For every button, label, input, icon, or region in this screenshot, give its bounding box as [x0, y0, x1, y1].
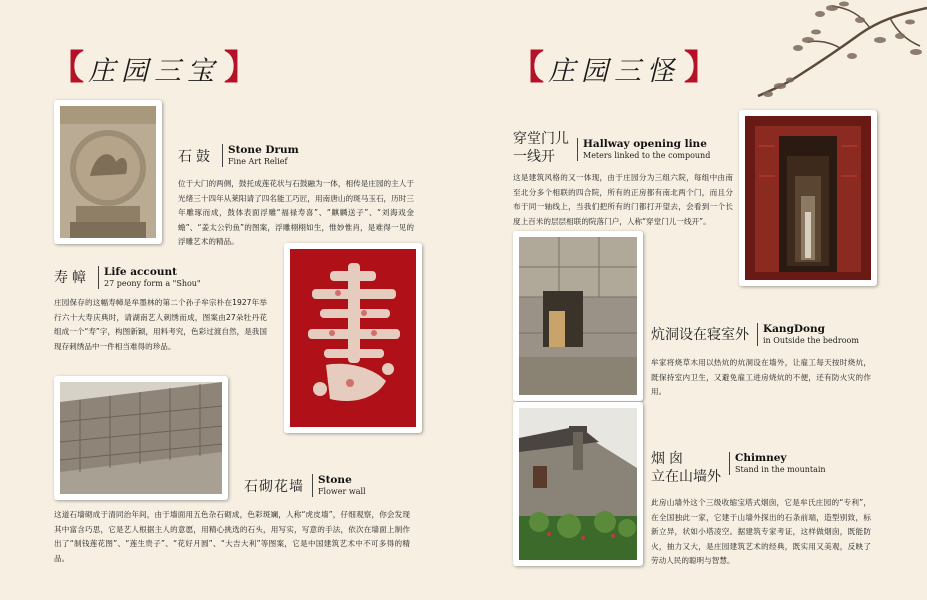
- hallway-label: [513, 130, 710, 166]
- life-account-label: [54, 266, 201, 289]
- stone-wall-en-sub: Flower wall: [318, 487, 366, 496]
- hallway-zh-line1: 穿堂门儿: [513, 131, 569, 147]
- hallway-image: [745, 116, 871, 280]
- stone-drum-image: [60, 106, 156, 238]
- stone-drum-label: [178, 144, 299, 167]
- kangdong-zh: 炕洞设在寝室外: [651, 327, 749, 343]
- hallway-text: 这是建筑风格的又一体现，由于庄园分为三组六院，每组中由南至北分多个相联的四合院，所有的正房都有南北两个门，而且分布于同一轴线上，当我们把所有的门都打开望去，会看到一个长度上百米的层层相联的院落门户，人称“穿堂门儿一线开”。: [513, 173, 733, 226]
- kangdong-en-block: [757, 323, 859, 346]
- stone-wall-image: [60, 382, 222, 494]
- stone-wall-en-block: [312, 474, 366, 497]
- right-title-text: 庄园三怪: [548, 55, 680, 87]
- kangdong-label: [651, 323, 859, 346]
- hallway-en: Hallway opening line: [583, 138, 707, 150]
- title-bracket-right: 】: [224, 48, 258, 88]
- shou-embroidery-photo: [284, 243, 422, 433]
- stone-drum-en: Stone Drum: [228, 144, 299, 156]
- stone-drum-zh: 石鼓: [178, 149, 214, 165]
- chimney-en-block: [729, 452, 826, 475]
- left-title-text: 庄园三宝: [88, 55, 220, 87]
- life-account-zh: 寿幛: [54, 270, 90, 286]
- stone-drum-text: 位于大门的两侧，鼓托成莲花状与石鼓融为一体，相传是庄园的主人于光绪三十四年从莱阳请了四名能工巧匠，用南唐山的斑马玉石，历时三年雕琢而成，鼓体表面浮雕“福禄寿喜”、“麒麟送子”、“刘海戏金蟾”、“姜太公钓鱼”的图案，浮雕栩栩如生，惟妙惟肖，是难得一见的浮雕艺术的精品。: [178, 179, 414, 246]
- kangdong-text: 牟家将烧草木用以热炕的炕洞设在墙外，让雇工每天按时烧炕，既保持室内卫生，又避免雇工进房烧炕的不便，还有防火灾的作用。: [651, 358, 871, 396]
- chimney-en: Chimney: [735, 452, 787, 464]
- title-bracket-left: 【: [50, 48, 84, 88]
- hallway-en-sub: Meters linked to the compound: [583, 151, 711, 160]
- stone-wall-en: Stone: [318, 474, 352, 486]
- chimney-photo: [513, 402, 643, 566]
- chimney-zh-line1: 烟囱: [651, 451, 687, 467]
- life-account-en-sub: 27 peony form a "Shou": [104, 279, 201, 288]
- life-account-text: 庄园保存的这幅寿幛是牟墨林的第二个孙子牟宗朴在1927年举行六十大寿庆典时，请湖南艺人刺绣而成，图案由27朵牡丹花组成一个“寿”字，构图新颖，用料考究，色彩过渡自然，是我国现存刺绣品中一件相当难得的珍品。: [54, 298, 267, 351]
- stone-wall-photo: [54, 376, 228, 500]
- life-account-en: Life account: [104, 266, 177, 278]
- life-account-en-block: [98, 266, 201, 289]
- chimney-zh: [651, 450, 721, 486]
- chimney-image: [519, 408, 637, 560]
- stone-wall-label: [244, 474, 366, 497]
- kangdong-en: KangDong: [763, 323, 825, 335]
- title-bracket-right: 】: [684, 48, 718, 88]
- stone-wall-text: 这道石墙砌成于清同治年间，由于墙面用五色杂石砌成，色彩斑斓，人称“虎皮墙”，仔细观察，你会发现其中富含巧思，它是艺人根据主人的意愿，用精心挑选的石头，用写实，写意的手法，依次在墙面上制作出了“制钱莲花图”、“莲生贵子”、“花好月圆”、“大吉大利”等图案，它是中国建筑艺术中不可多得的精品。: [54, 510, 410, 563]
- shou-character-image: [290, 249, 416, 427]
- kangdong-image: [519, 237, 637, 395]
- stone-drum-en-sub: Fine Art Relief: [228, 157, 288, 166]
- kangdong-en-sub: in Outside the bedroom: [763, 336, 859, 345]
- chimney-en-sub: Stand in the mountain: [735, 465, 826, 474]
- chimney-label: [651, 450, 826, 486]
- hallway-photo: [739, 110, 877, 286]
- stone-drum-en-block: [222, 144, 299, 167]
- kangdong-photo: [513, 231, 643, 401]
- title-bracket-left: 【: [510, 48, 544, 88]
- hallway-zh: [513, 130, 569, 166]
- plum-branch-decoration: [720, 0, 927, 100]
- hallway-en-block: [577, 138, 710, 161]
- right-section-title: [510, 48, 718, 88]
- stone-wall-zh: 石砌花墙: [244, 479, 304, 495]
- chimney-zh-line2: 立在山墙外: [651, 469, 721, 485]
- chimney-text: 此房山墙外这个三级收缩宝塔式烟囱，它是牟氏庄园的“专利”，在全国独此一家，它建于山墙外探出的石条前端，造型别致，标新立异，状如小塔凌空。据建筑专家考证，这样做烟囱，既能防火，抽力又大，是庄园建筑艺术的经典，既实用又美观，反映了劳动人民的聪明与智慧。: [651, 498, 871, 565]
- left-section-title: [50, 48, 258, 88]
- stone-drum-photo: [54, 100, 162, 244]
- hallway-zh-line2: 一线开: [513, 149, 555, 165]
